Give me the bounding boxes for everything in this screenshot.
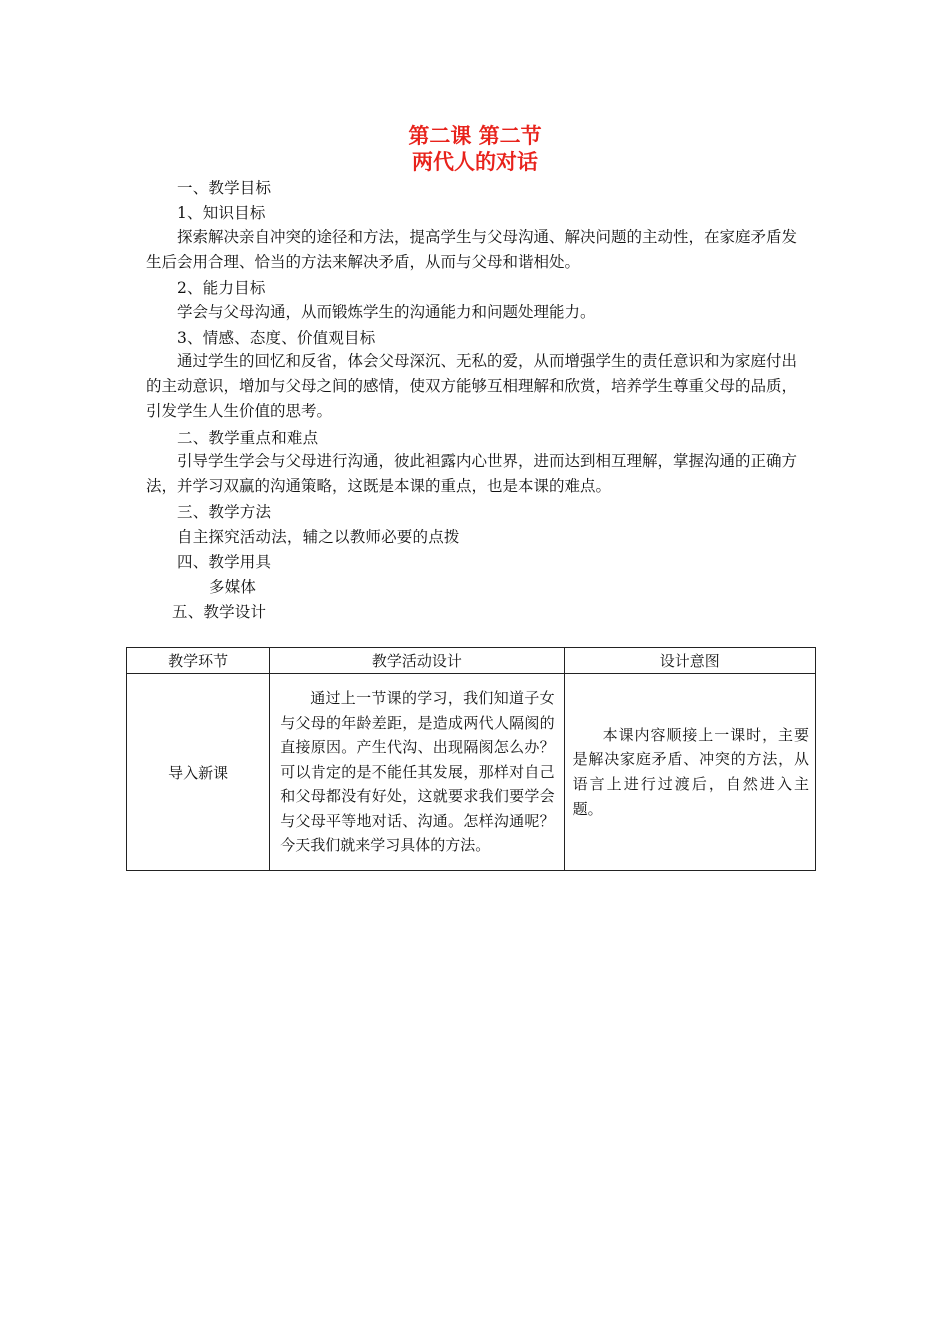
header-intent: 设计意图	[564, 648, 815, 674]
section-heading-design: 五、教学设计	[172, 603, 267, 621]
table-header-row	[127, 648, 816, 674]
header-stage: 教学环节	[127, 648, 270, 674]
paragraph-key-points: 引导学生学会与父母进行沟通，彼此袒露内心世界，进而达到相互理解，掌握沟通的正确方法，并学习双赢的沟通策略，这既是本课的重点，也是本课的难点。	[146, 452, 798, 495]
cell-activity: 通过上一节课的学习，我们知道子女与父母的年龄差距，是造成两代人隔阂的直接原因。产生代沟、出现隔阂怎么办？可以肯定的是不能任其发展，那样对自己和父母都没有好处，这就要求我们要学会与父母平等地对话、沟通。怎样沟通呢？今天我们就来学习具体的方法。	[270, 674, 564, 871]
paragraph-tools: 多媒体	[209, 578, 257, 596]
paragraph-methods: 自主探究活动法，辅之以教师必要的点拨	[177, 528, 460, 546]
header-activity: 教学活动设计	[270, 648, 564, 674]
subheading-values: 3、情感、态度、价值观目标	[177, 329, 376, 347]
table-row	[127, 674, 816, 871]
paragraph-knowledge: 探索解决亲自冲突的途径和方法，提高学生与父母沟通、解决问题的主动性，在家庭矛盾发生后会用合理、恰当的方法来解决矛盾，从而与父母和谐相处。	[146, 228, 798, 271]
teaching-design-table	[126, 647, 816, 871]
section-heading-key-points: 二、教学重点和难点	[177, 429, 319, 447]
section-heading-tools: 四、教学用具	[177, 553, 272, 571]
document-subtitle: 两代人的对话	[412, 149, 538, 174]
subheading-ability: 2、能力目标	[177, 279, 266, 297]
cell-stage: 导入新课	[127, 674, 270, 871]
section-heading-methods: 三、教学方法	[177, 503, 272, 521]
cell-intent: 本课内容顺接上一课时，主要是解决家庭矛盾、冲突的方法，从语言上进行过渡后，自然进入主题。	[564, 674, 815, 871]
document-title: 第二课 第二节	[408, 123, 542, 148]
subheading-knowledge: 1、知识目标	[177, 204, 266, 222]
section-heading-objectives: 一、教学目标	[177, 179, 272, 197]
paragraph-values: 通过学生的回忆和反省，体会父母深沉、无私的爱，从而增强学生的责任意识和为家庭付出的主动意识，增加与父母之间的感情，使双方能够互相理解和欣赏，培养学生尊重父母的品质，引发学生人生价值的思考。	[146, 352, 798, 420]
paragraph-ability: 学会与父母沟通，从而锻炼学生的沟通能力和问题处理能力。	[177, 303, 596, 321]
